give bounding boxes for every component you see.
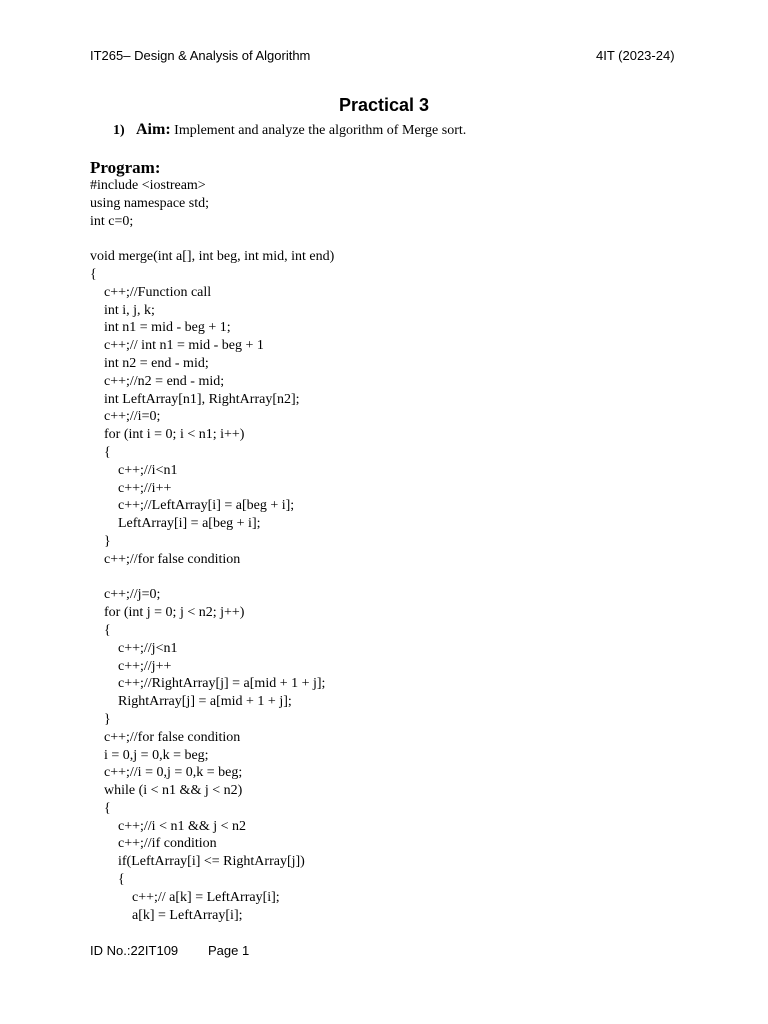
code-line: {: [90, 872, 125, 888]
code-line: using namespace std;: [90, 195, 209, 211]
aim-line: [113, 120, 466, 141]
code-line: #include <iostream>: [90, 178, 206, 193]
code-line: int c=0;: [90, 213, 134, 229]
code-line: {: [90, 266, 97, 282]
code-line: c++;//Function call: [90, 284, 212, 300]
code-line: c++;//j=0;: [90, 587, 161, 603]
code-line: for (int j = 0; j < n2; j++): [90, 605, 245, 621]
header-term: 4IT (2023-24): [596, 48, 675, 63]
code-line: RightArray[j] = a[mid + 1 + j];: [90, 694, 292, 710]
code-line: int n2 = end - mid;: [90, 355, 209, 371]
code-line: i = 0,j = 0,k = beg;: [90, 747, 209, 763]
header-course: IT265– Design & Analysis of Algorithm: [90, 48, 311, 63]
code-line: c++;//i = 0,j = 0,k = beg;: [90, 765, 243, 781]
code-line: [90, 230, 334, 248]
code-line: a[k] = LeftArray[i];: [90, 907, 243, 923]
code-line: if(LeftArray[i] <= RightArray[j]): [90, 854, 305, 870]
code-line: int LeftArray[n1], RightArray[n2];: [90, 391, 300, 407]
code-line: {: [90, 800, 111, 816]
code-line: c++;//for false condition: [90, 551, 241, 567]
code-line: }: [90, 711, 111, 727]
aim-label: Aim:: [136, 121, 171, 138]
code-line: c++;// a[k] = LeftArray[i];: [90, 889, 280, 905]
code-line: {: [90, 622, 111, 638]
code-line: int i, j, k;: [90, 302, 155, 318]
code-line: c++;//i=0;: [90, 409, 161, 425]
code-line: c++;//i++: [90, 480, 172, 496]
code-line: c++;//n2 = end - mid;: [90, 373, 225, 389]
code-line: c++;//if condition: [90, 836, 217, 852]
code-line: void merge(int a[], int beg, int mid, int end): [90, 249, 335, 265]
code-line: c++;//for false condition: [90, 729, 241, 745]
code-line: for (int i = 0; i < n1; i++): [90, 427, 245, 443]
code-line: }: [90, 533, 111, 549]
code-block: [90, 177, 334, 924]
code-line: c++;//LeftArray[i] = a[beg + i];: [90, 498, 295, 514]
code-line: c++;//i < n1 && j < n2: [90, 818, 247, 834]
code-line: c++;//i<n1: [90, 462, 178, 478]
code-line: c++;// int n1 = mid - beg + 1: [90, 338, 264, 354]
code-line: [90, 569, 334, 587]
page-title: Practical 3: [338, 95, 430, 115]
code-line: LeftArray[i] = a[beg + i];: [90, 516, 261, 532]
code-line: int n1 = mid - beg + 1;: [90, 320, 231, 336]
code-line: c++;//j++: [90, 658, 172, 674]
footer-page-number: Page 1: [208, 943, 250, 958]
footer-id: ID No.:22IT109: [90, 943, 179, 958]
aim-number: 1): [113, 123, 125, 138]
code-line: while (i < n1 && j < n2): [90, 783, 243, 799]
code-line: {: [90, 444, 111, 460]
code-line: c++;//RightArray[j] = a[mid + 1 + j];: [90, 676, 326, 692]
program-heading: Program:: [90, 158, 161, 177]
code-line: c++;//j<n1: [90, 640, 178, 656]
aim-text: Implement and analyze the algorithm of Merge sort.: [174, 123, 467, 138]
